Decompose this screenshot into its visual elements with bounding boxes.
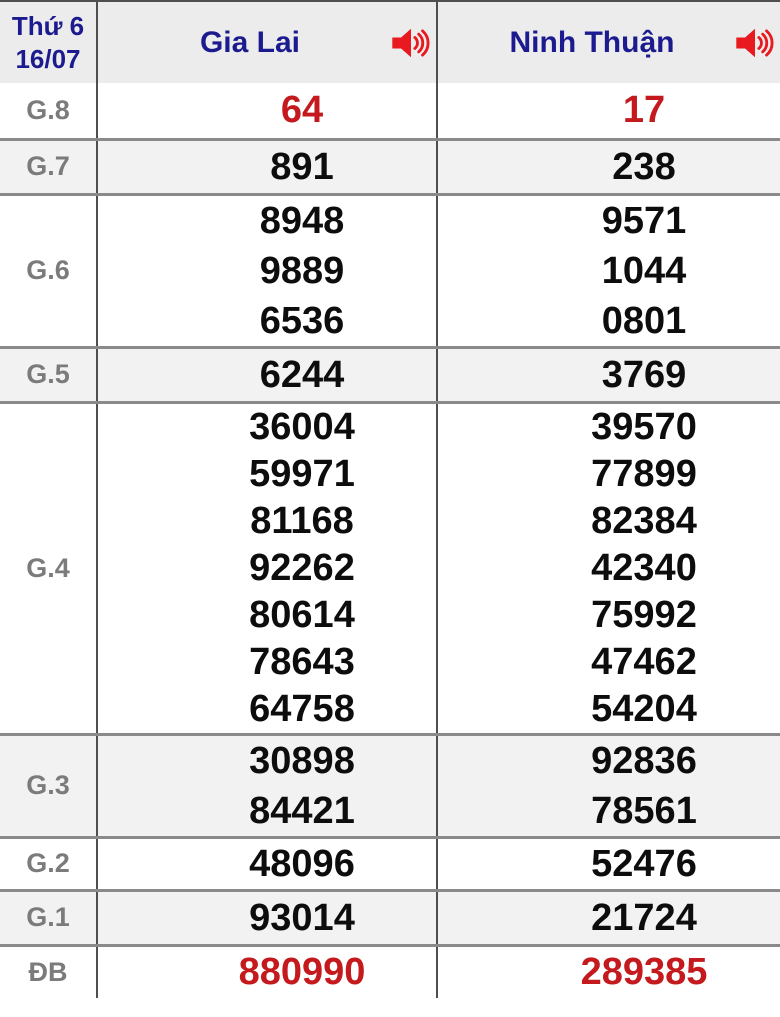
prize-number: 30898 <box>249 739 355 782</box>
prize-values-ninh-thuan <box>437 890 780 945</box>
prize-number: 80614 <box>249 593 355 636</box>
prize-label: G.3 <box>0 734 97 837</box>
prize-values-gia-lai <box>97 139 437 194</box>
prize-values-ninh-thuan <box>437 837 780 890</box>
prize-row-G.3 <box>0 734 780 837</box>
prize-label: G.7 <box>0 139 97 194</box>
header-row <box>0 1 780 83</box>
prize-number: 75992 <box>591 593 697 636</box>
prize-number: 64758 <box>249 687 355 730</box>
prize-number: 54204 <box>591 687 697 730</box>
prize-values-ninh-thuan <box>437 83 780 139</box>
prize-number: 42340 <box>591 546 697 589</box>
prize-values-ninh-thuan <box>437 734 780 837</box>
draw-date: 16/07 <box>15 43 81 74</box>
prize-number: 1044 <box>601 249 687 292</box>
prize-number: 289385 <box>580 951 708 994</box>
prize-number: 891 <box>270 145 334 188</box>
station-header-gia-lai <box>97 1 437 83</box>
prize-values-gia-lai <box>97 945 437 998</box>
speaker-icon[interactable] <box>735 26 775 59</box>
prize-number: 238 <box>612 145 676 188</box>
prize-values-ninh-thuan <box>437 139 780 194</box>
prize-number: 39570 <box>591 405 697 448</box>
prize-row-G.2 <box>0 837 780 890</box>
prize-values-gia-lai <box>97 837 437 890</box>
prize-label: G.2 <box>0 837 97 890</box>
prize-number: 92262 <box>249 546 355 589</box>
prize-number: 9571 <box>601 199 687 242</box>
prize-number: 78561 <box>591 789 697 832</box>
prize-number: 92836 <box>591 739 697 782</box>
prize-label: G.1 <box>0 890 97 945</box>
prize-number: 6536 <box>259 299 345 342</box>
prize-row-G.7 <box>0 139 780 194</box>
prize-number: 6244 <box>259 353 345 396</box>
prize-row-G.6 <box>0 194 780 347</box>
prize-row-G.1 <box>0 890 780 945</box>
prize-values-gia-lai <box>97 734 437 837</box>
prize-values-gia-lai <box>97 402 437 734</box>
prize-label: G.5 <box>0 347 97 402</box>
prize-number: 77899 <box>591 452 697 495</box>
prize-number: 9889 <box>259 249 345 292</box>
prize-values-gia-lai <box>97 83 437 139</box>
prize-number: 17 <box>622 89 666 132</box>
prize-number: 3769 <box>601 353 687 396</box>
prize-values-ninh-thuan <box>437 945 780 998</box>
prize-number: 48096 <box>249 842 355 885</box>
prize-values-gia-lai <box>97 890 437 945</box>
prize-label: ĐB <box>0 945 97 998</box>
prize-label: G.6 <box>0 194 97 347</box>
prize-values-gia-lai <box>97 347 437 402</box>
prize-label: G.8 <box>0 83 97 139</box>
prize-number: 84421 <box>249 789 355 832</box>
prize-row-ĐB <box>0 945 780 998</box>
prize-values-gia-lai <box>97 194 437 347</box>
prize-number: 21724 <box>591 896 697 939</box>
draw-date-cell <box>0 1 97 83</box>
prize-row-G.8 <box>0 83 780 139</box>
prize-number: 64 <box>280 89 324 132</box>
prize-number: 0801 <box>601 299 687 342</box>
prize-number: 59971 <box>249 452 355 495</box>
prize-values-ninh-thuan <box>437 194 780 347</box>
prize-number: 82384 <box>591 499 697 542</box>
prize-number: 47462 <box>591 640 697 683</box>
prize-row-G.4 <box>0 402 780 734</box>
speaker-icon[interactable] <box>391 26 431 59</box>
draw-day: Thứ 6 <box>11 10 85 41</box>
prize-values-ninh-thuan <box>437 402 780 734</box>
prize-number: 78643 <box>249 640 355 683</box>
prize-row-G.5 <box>0 347 780 402</box>
prize-number: 81168 <box>250 499 354 542</box>
prize-values-ninh-thuan <box>437 347 780 402</box>
station-header-ninh-thuan <box>437 1 780 83</box>
prize-number: 93014 <box>249 896 355 939</box>
prize-label: G.4 <box>0 402 97 734</box>
prize-number: 8948 <box>259 199 345 242</box>
station-name-gia-lai: Gia Lai <box>199 25 301 59</box>
station-name-ninh-thuan: Ninh Thuận <box>509 25 675 59</box>
prize-number: 52476 <box>591 842 697 885</box>
prize-number: 880990 <box>238 951 366 994</box>
prize-number: 36004 <box>249 405 355 448</box>
